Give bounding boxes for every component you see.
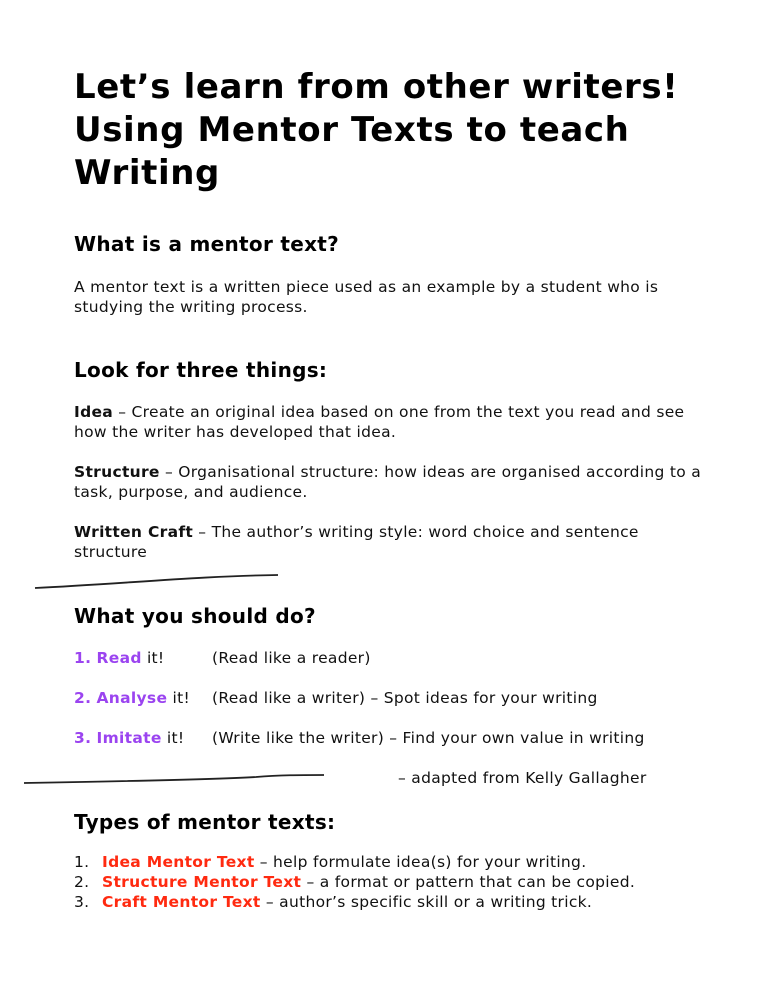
list-item: 3. Craft Mentor Text – author’s specific skill or a writing trick. (74, 893, 593, 911)
mentor-text-definition: A mentor text is a written piece used as an example by a student who is studying the writing process. (74, 278, 659, 316)
term: Written Craft (74, 523, 194, 541)
attribution: – adapted from Kelly Gallagher (398, 769, 647, 787)
step-analyse: 2. Analyse it! (Read like a writer) – Spot ideas for your writing (74, 689, 598, 707)
step-imitate: 3. Imitate it! (Write like the writer) – Find your own value in writing (74, 729, 645, 747)
term: Structure (74, 463, 160, 481)
item-written-craft: Written Craft – The author’s writing style: word choice and sentence structure (74, 523, 639, 561)
page-title: Let’s learn from other writers! Using Mentor Texts to teach Writing (74, 67, 679, 193)
list-item: 1. Idea Mentor Text – help formulate idea(s) for your writing. (74, 853, 587, 871)
list-item: 2. Structure Mentor Text – a format or pattern that can be copied. (74, 873, 636, 891)
heading-look-for-three-things: Look for three things: (74, 358, 328, 382)
heading-what-is-mentor-text: What is a mentor text? (74, 232, 340, 256)
term: Idea (74, 403, 114, 421)
heading-what-you-should-do: What you should do? (74, 604, 316, 628)
heading-types-of-mentor-texts: Types of mentor texts: (74, 810, 336, 834)
step-read: 1. Read it! (Read like a reader) (74, 649, 371, 667)
item-idea: Idea – Create an original idea based on one from the text you read and see how the writer has developed that idea. (74, 403, 685, 441)
item-structure: Structure – Organisational structure: how ideas are organised according to a task, purpose, and audience. (74, 463, 702, 501)
types-list (74, 852, 635, 912)
